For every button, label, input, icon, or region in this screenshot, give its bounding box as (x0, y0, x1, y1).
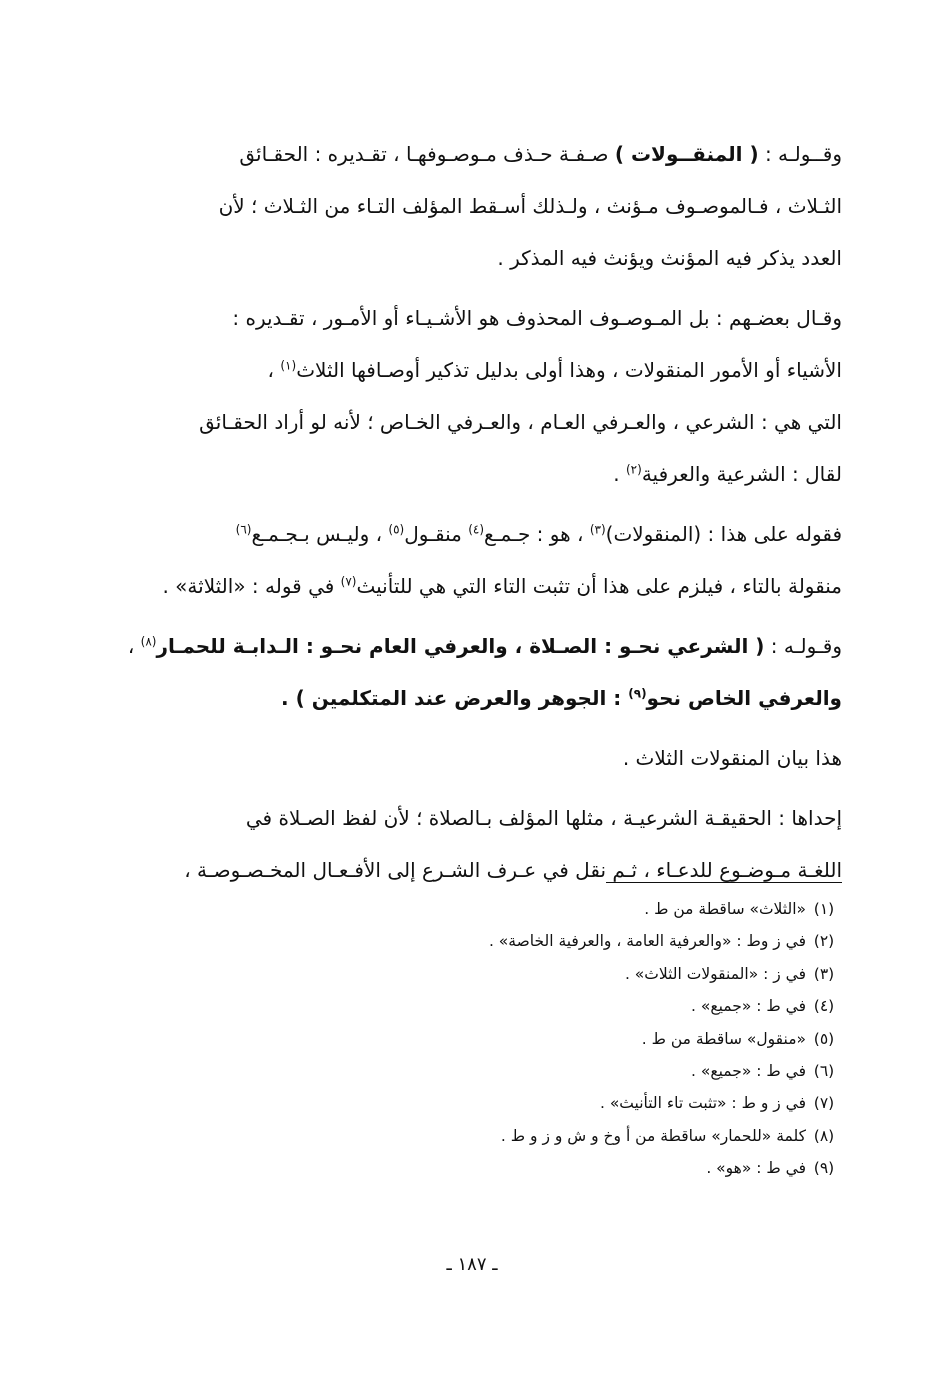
footnote-number: (٣) (813, 964, 835, 983)
text-line: الأشياء أو الأمور المنقولات ، وهذا أولى بدليل تذكير أوصـافها الثلاث$^{(١)}$ ، (267, 358, 842, 382)
footnote-number: (٥) (813, 1029, 835, 1048)
footnote-text: كلمة «للحمار» ساقطة من أ وخ و ش و ز و ط . (500, 1126, 806, 1145)
footnote-number: (١) (813, 900, 835, 918)
paragraph-4 (127, 620, 842, 724)
footnote-text: في ز و ط : «تثبت تاء التأنيث» . (599, 1094, 806, 1113)
footnote (242, 990, 842, 1022)
text-run: فقوله على هذا : (المنقولات) (605, 522, 842, 546)
main-text (127, 128, 842, 896)
footnote (242, 925, 842, 957)
text-run: وقـولـه : (764, 634, 842, 658)
footnote-ref: (٨) (140, 634, 157, 649)
footnote-number: (٧) (813, 1094, 835, 1113)
text-run: صـفـة حـذف مـوصـوفهـا ، تقـديره : الحقـائق (239, 142, 615, 166)
footnote-number: (٢) (813, 932, 835, 951)
text-run: وقــولـه : (758, 142, 842, 166)
footnote-ref: (٦) (235, 522, 252, 537)
footnote-number: (٦) (813, 1062, 835, 1081)
quoted-phrase: ( المنقــولات ) (614, 142, 759, 166)
footnote (242, 1152, 842, 1184)
quoted-phrase: والعرفي الخاص نحو (646, 686, 842, 710)
text-line: وقـال بعضـهم : بل المـوصـوف المحذوف هو الأشـيـاء أو الأمـور ، تقـديره : (232, 306, 842, 330)
paragraph-6 (138, 792, 842, 896)
footnote-text: في ز : «المنقولات الثلاث» . (624, 964, 806, 983)
text-line: لقال : الشرعية والعرفية$^{(٢)}$ . (613, 462, 842, 486)
footnote (242, 1087, 842, 1119)
footnote-separator (606, 882, 842, 883)
paragraph-1 (138, 128, 842, 284)
text-line: الثـلاث ، فـالموصـوف مـؤنث ، ولـذلك أسـقط المؤلف التـاء من الثـلاث ؛ لأن (218, 194, 842, 218)
footnote-ref: (٤) (468, 522, 485, 537)
text-run: منقـول (404, 522, 469, 546)
paragraph-5 (138, 732, 842, 784)
text-line: التي هي : الشرعي ، والعـرفي العـام ، والعـرفي الخـاص ؛ لأنه لو أراد الحقـائق (199, 410, 842, 434)
text-run: ، وليـس بـجـمـع (251, 522, 389, 546)
footnote-text: في ز وط : «والعرفية العامة ، والعرفية الخاصة» . (488, 932, 806, 951)
text-run: في قوله : «الثلاثة» . (162, 574, 341, 598)
footnote-text: «منقول» ساقطة من ط . (641, 1029, 806, 1048)
text-line (138, 560, 842, 612)
paragraph-3 (138, 508, 842, 612)
footnote-ref: (٢) (625, 462, 642, 477)
footnotes (242, 893, 842, 1185)
footnote-ref: (٧) (340, 574, 357, 589)
text-run: منقولة بالتاء ، فيلزم على هذا أن تثبت التاء التي هي للتأنيث (356, 574, 842, 598)
text-line: العدد يذكر فيه المؤنث ويؤنث فيه المذكر . (497, 246, 842, 270)
footnote-ref: (١) (280, 358, 297, 373)
footnote-ref: (٩) (628, 686, 647, 701)
text-line (138, 128, 842, 180)
footnote-text: في ط : «جميع» . (691, 997, 806, 1016)
footnote (242, 958, 842, 990)
text-line (138, 508, 842, 560)
text-run: الأشياء أو الأمور المنقولات ، وهذا أولى بدليل تذكير أوصـافها الثلاث (296, 358, 842, 382)
footnote-number: (٩) (813, 1159, 835, 1178)
footnote-text: في ط : «هو» . (706, 1159, 806, 1178)
footnote (242, 1120, 842, 1152)
text-line: وقـولـه : ( الشرعي نحـو : الصـلاة ، والعرفي العام نحـو : الـدابـة للحمـار$^{(٨)}$ ، (127, 634, 842, 658)
page-number: ـ ١٨٧ ـ (446, 1254, 498, 1275)
quoted-phrase: ( الشرعي نحـو : الصـلاة ، والعرفي العام نحـو : الـدابـة للحمـار (156, 634, 765, 658)
quoted-phrase: : الجوهر والعرض عند المتكلمين ) . (281, 686, 629, 710)
text-line: هذا بيان المنقولات الثلاث . (622, 746, 842, 770)
paragraph-2 (138, 292, 842, 500)
footnote-number: (٨) (813, 1126, 835, 1145)
footnote (242, 1055, 842, 1087)
footnote (242, 893, 842, 925)
footnote-ref: (٣) (589, 522, 606, 537)
text-line: إحداها : الحقيقـة الشرعيـة ، مثلها المؤلف بـالصلاة ؛ لأن لفظ الصـلاة في (245, 806, 842, 830)
footnote-text: في ط : «جميع» . (691, 1062, 806, 1081)
footnote-ref: (٥) (388, 522, 405, 537)
footnote-number: (٤) (813, 997, 835, 1016)
text-line: اللغـة مـوضـوع للدعـاء ، ثـم نقل في عـرف الشـرع إلى الأفـعـال المخـصـوصـة ، (184, 858, 842, 882)
text-run: لقال : الشرعية والعرفية (641, 462, 842, 486)
footnote-text: «الثلاث» ساقطة من ط . (644, 900, 806, 918)
text-run: ، هو : جـمـع (484, 522, 590, 546)
footnote (242, 1023, 842, 1055)
text-line (138, 672, 842, 724)
